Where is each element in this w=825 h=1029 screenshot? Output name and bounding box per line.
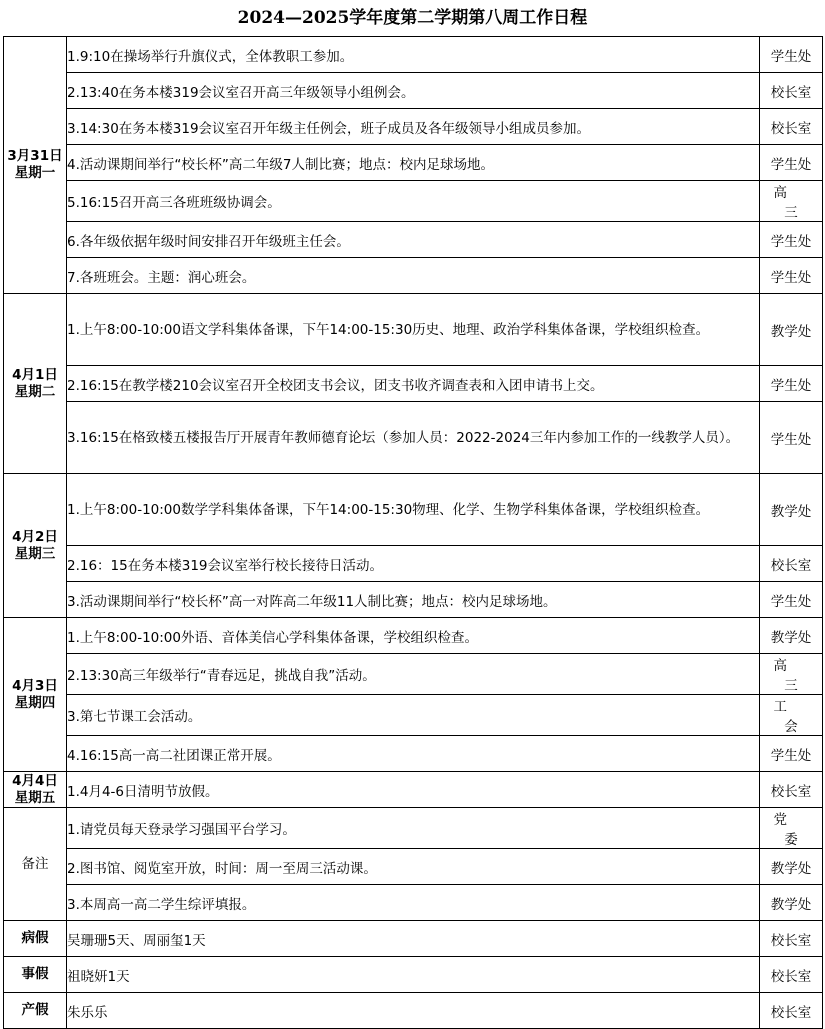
item-text: 祖晓妍1天 [67, 957, 760, 993]
dept-label: 教学处 [770, 896, 812, 913]
item-text: 2.16：15在务本楼319会议室举行校长接待日活动。 [67, 546, 760, 582]
day-weekday: 星期五 [14, 789, 56, 806]
table-row [4, 849, 823, 885]
item-text: 3.本周高一高二学生综评填报。 [67, 885, 760, 921]
item-text: 4.活动课期间举行“校长杯”高二年级7人制比赛；地点：校内足球场地。 [67, 145, 760, 181]
table-row [4, 695, 823, 736]
dept-label: 校长室 [770, 120, 812, 137]
dept-cell [760, 582, 823, 618]
item-text: 吴珊珊5天、周丽玺1天 [67, 921, 760, 957]
table-row [4, 772, 823, 808]
item-text: 3.活动课期间举行“校长杯”高一对阵高二年级11人制比赛；地点：校内足球场地。 [67, 582, 760, 618]
table-row [4, 37, 823, 73]
table-row [4, 474, 823, 546]
item-text: 3.第七节课工会活动。 [67, 695, 760, 736]
day-weekday: 星期一 [14, 165, 56, 181]
dept-cell [760, 474, 823, 546]
table-row [4, 736, 823, 772]
dept-label: 校长室 [770, 783, 812, 800]
dept-label: 学生处 [770, 431, 812, 448]
dept-cell [760, 402, 823, 474]
dept-label: 学生处 [770, 156, 812, 173]
dept-label: 党委 [773, 812, 820, 848]
item-text: 1.上午8:00-10:00语文学科集体备课，下午14:00-15:30历史、地理、政治学科集体备课，学校组织检查。 [67, 294, 760, 366]
dept-cell [760, 993, 823, 1029]
day-date: 4月1日 [12, 366, 58, 383]
table-row [4, 145, 823, 181]
item-text: 1.上午8:00-10:00数学学科集体备课，下午14:00-15:30物理、化学、生物学科集体备课，学校组织检查。 [67, 474, 760, 546]
dept-cell [760, 145, 823, 181]
dept-cell [760, 109, 823, 145]
leave-row [4, 921, 823, 957]
dept-cell [760, 808, 823, 849]
table-row [4, 222, 823, 258]
day-cell [4, 474, 67, 618]
dept-cell [760, 695, 823, 736]
item-text: 朱乐乐 [67, 993, 760, 1029]
dept-label: 工会 [773, 699, 820, 735]
dept-label: 校长室 [770, 84, 812, 101]
item-text: 2.16:15在教学楼210会议室召开全校团支书会议，团支书收齐调查表和入团申请书上交。 [67, 366, 760, 402]
dept-label: 高三 [773, 185, 820, 221]
notes-label: 备注 [4, 808, 67, 921]
table-row [4, 294, 823, 366]
item-text: 2.13:40在务本楼319会议室召开高三年级领导小组例会。 [67, 73, 760, 109]
dept-label: 教学处 [770, 860, 812, 877]
dept-label: 学生处 [770, 48, 812, 65]
item-text: 5.16:15召开高三各班班级协调会。 [67, 181, 760, 222]
dept-cell [760, 957, 823, 993]
table-row [4, 366, 823, 402]
item-text: 2.13:30高三年级举行“青春远足，挑战自我”活动。 [67, 654, 760, 695]
table-row [4, 258, 823, 294]
dept-cell [760, 772, 823, 808]
table-row [4, 808, 823, 849]
dept-label: 学生处 [770, 593, 812, 610]
dept-label: 教学处 [770, 629, 812, 646]
dept-cell [760, 181, 823, 222]
dept-cell [760, 618, 823, 654]
table-row [4, 73, 823, 109]
schedule-table [3, 36, 823, 1029]
day-weekday: 星期二 [14, 383, 56, 400]
item-text: 2.图书馆、阅览室开放，时间：周一至周三活动课。 [67, 849, 760, 885]
dept-cell [760, 366, 823, 402]
dept-cell [760, 258, 823, 294]
item-text: 3.16:15在格致楼五楼报告厅开展青年教师德育论坛（参加人员：2022-2024三年内参加工作的一线教学人员）。 [67, 402, 760, 474]
dept-cell [760, 37, 823, 73]
item-text: 1.请党员每天登录学习强国平台学习。 [67, 808, 760, 849]
day-date: 4月2日 [12, 528, 58, 545]
dept-label: 学生处 [770, 747, 812, 764]
table-row [4, 109, 823, 145]
day-cell [4, 37, 67, 294]
item-text: 1.4月4-6日清明节放假。 [67, 772, 760, 808]
dept-label: 学生处 [770, 377, 812, 394]
dept-label: 学生处 [770, 269, 812, 286]
dept-label: 学生处 [770, 233, 812, 250]
dept-label: 校长室 [770, 932, 812, 949]
dept-cell [760, 736, 823, 772]
leave-type: 事假 [4, 957, 67, 993]
dept-label: 教学处 [770, 323, 812, 340]
day-weekday: 星期四 [14, 694, 56, 711]
item-text: 7.各班班会。主题：润心班会。 [67, 258, 760, 294]
table-row [4, 654, 823, 695]
dept-cell [760, 849, 823, 885]
dept-label: 校长室 [770, 1004, 812, 1021]
item-text: 6.各年级依据年级时间安排召开年级班主任会。 [67, 222, 760, 258]
day-cell [4, 618, 67, 772]
item-text: 3.14:30在务本楼319会议室召开年级主任例会，班子成员及各年级领导小组成员参加。 [67, 109, 760, 145]
dept-cell [760, 921, 823, 957]
day-weekday: 星期三 [14, 545, 56, 562]
dept-label: 高三 [773, 658, 820, 694]
dept-cell [760, 546, 823, 582]
leave-type: 病假 [4, 921, 67, 957]
day-cell [4, 772, 67, 808]
day-cell [4, 294, 67, 474]
dept-label: 校长室 [770, 557, 812, 574]
leave-row [4, 993, 823, 1029]
dept-cell [760, 654, 823, 695]
table-row [4, 546, 823, 582]
leave-row [4, 957, 823, 993]
dept-cell [760, 885, 823, 921]
dept-cell [760, 73, 823, 109]
item-text: 4.16:15高一高二社团课正常开展。 [67, 736, 760, 772]
day-date: 3月31日 [7, 148, 63, 164]
table-row [4, 582, 823, 618]
dept-cell [760, 294, 823, 366]
dept-label: 校长室 [770, 968, 812, 985]
table-row [4, 618, 823, 654]
dept-label: 教学处 [770, 503, 812, 520]
table-row [4, 402, 823, 474]
item-text: 1.9:10在操场举行升旗仪式，全体教职工参加。 [67, 37, 760, 73]
day-date: 4月4日 [12, 772, 58, 789]
page-title: 2024—2025学年度第二学期第八周工作日程 [237, 8, 588, 28]
table-row [4, 885, 823, 921]
dept-cell [760, 222, 823, 258]
leave-type: 产假 [4, 993, 67, 1029]
item-text: 1.上午8:00-10:00外语、音体美信心学科集体备课，学校组织检查。 [67, 618, 760, 654]
table-row [4, 181, 823, 222]
day-date: 4月3日 [12, 677, 58, 694]
